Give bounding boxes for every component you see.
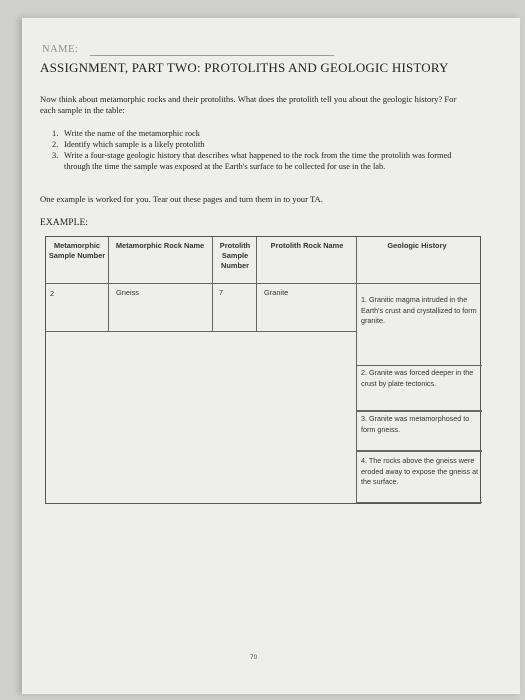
intro-text: Now think about metamorphic rocks and their protoliths. What does the protolith tell you about the geologic history? For each sample in the table: <box>40 94 457 115</box>
table-divider <box>46 283 480 284</box>
table-divider <box>46 331 356 332</box>
table-divider <box>212 237 213 331</box>
header-sample-number: Metamorphic Sample Number <box>48 241 106 260</box>
history-stage-1: 1. Granitic magma intruded in the Earth's crust and crystallized to form granite. <box>361 295 477 325</box>
table-divider <box>108 237 109 331</box>
history-stage-3: 3. Granite was metamorphosed to form gneiss. <box>361 414 470 434</box>
history-stage-2: 2. Granite was forced deeper in the crust by plate tectonics. <box>361 368 474 388</box>
list-item: 2. Identify which sample is a likely protolith <box>52 140 205 149</box>
header-protolith-name: Protolith Rock Name <box>270 241 344 250</box>
name-label: NAME: <box>42 44 79 55</box>
header-protolith-number: Protolith Sample Number <box>219 241 251 270</box>
table-divider <box>256 237 257 331</box>
cell-rock-name: Gneiss <box>116 288 140 297</box>
cell-sample-number: 2 <box>50 289 55 298</box>
header-rock-name: Metamorphic Rock Name <box>115 241 205 250</box>
cell-protolith-name: Granite <box>264 288 289 297</box>
name-underline <box>90 55 334 56</box>
history-stage-4: 4. The rocks above the gneiss were eroded away to expose the gneiss at the surface. <box>361 456 479 486</box>
list-item: 3. Write a four-stage geologic history that describes what happened to the rock from the time the protolith was formed through the time the sample was exposed at the Earth's surface to be collected for use in the lab. <box>52 151 452 171</box>
header-geologic-history: Geologic History <box>387 241 447 250</box>
list-item: 1. Write the name of the metamorphic rock <box>52 129 200 138</box>
example-table <box>45 236 481 504</box>
instruction-list <box>52 128 472 172</box>
example-label: EXAMPLE: <box>40 217 88 228</box>
cell-protolith-number: 7 <box>219 288 224 297</box>
page-title: ASSIGNMENT, PART TWO: PROTOLITHS AND GEOLOGIC HISTORY <box>40 60 449 75</box>
page-number: 70 <box>250 654 258 661</box>
worksheet-page <box>22 18 520 694</box>
example-note: One example is worked for you. Tear out these pages and turn them in to your TA. <box>40 194 323 204</box>
